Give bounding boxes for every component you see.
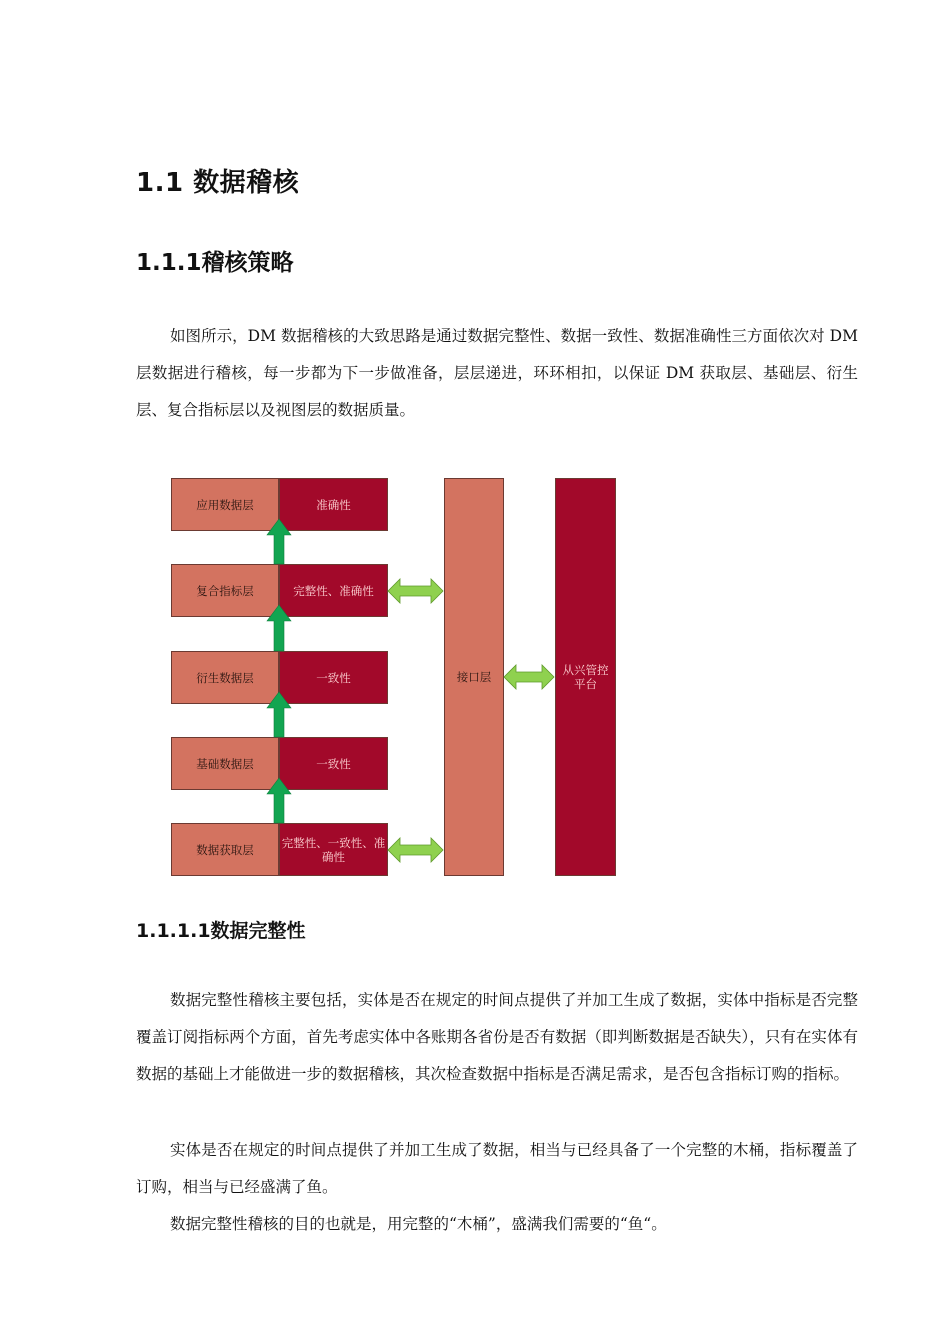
- section-heading-1-1-1: 1.1.1稽核策略: [136, 250, 294, 276]
- double-arrow-icon: [504, 665, 554, 689]
- layer-box-acquisition: 数据获取层: [171, 823, 279, 876]
- layer-box-base: 基础数据层: [171, 737, 279, 790]
- section-heading-1-1: 1.1 数据稽核: [136, 168, 300, 198]
- platform-box: 从兴管控平台: [555, 478, 616, 876]
- check-box-base: 一致性: [279, 737, 388, 790]
- section-heading-1-1-1-1: 1.1.1.1数据完整性: [136, 920, 306, 942]
- up-arrow-icon: [267, 778, 291, 823]
- up-arrow-icon: [267, 519, 291, 564]
- double-arrow-icon: [388, 838, 443, 862]
- intro-paragraph: 如图所示，DM 数据稽核的大致思路是通过数据完整性、数据一致性、数据准确性三方面依次对 DM 层数据进行稽核，每一步都为下一步做准备，层层递进，环环相扣，以保证 DM 获取层、基础层、衍生层、复合指标层以及视图层的数据质量。: [136, 327, 858, 419]
- layer-box-application: 应用数据层: [171, 478, 279, 531]
- completeness-paragraph-2: 实体是否在规定的时间点提供了并加工生成了数据，相当与已经具备了一个完整的木桶，指标覆盖了订购，相当与已经盛满了鱼。: [136, 1141, 858, 1196]
- double-arrow-icon: [388, 579, 443, 603]
- up-arrow-icon: [267, 692, 291, 737]
- layer-box-derived: 衍生数据层: [171, 651, 279, 704]
- check-box-application: 准确性: [279, 478, 388, 531]
- completeness-paragraph-3: 数据完整性稽核的目的也就是，用完整的“木桶”，盛满我们需要的“鱼“。: [170, 1215, 667, 1233]
- interface-layer-box: 接口层: [444, 478, 504, 876]
- check-box-composite: 完整性、准确性: [279, 564, 388, 617]
- layer-box-composite: 复合指标层: [171, 564, 279, 617]
- completeness-paragraph-1: 数据完整性稽核主要包括，实体是否在规定的时间点提供了并加工生成了数据，实体中指标是否完整覆盖订阅指标两个方面，首先考虑实体中各账期各省份是否有数据（即判断数据是否缺失），只有在实体有数据的基础上才能做进一步的数据稽核，其次检查数据中指标是否满足需求，是否包含指标订购的指标。: [136, 991, 858, 1083]
- up-arrow-icon: [267, 605, 291, 651]
- check-box-acquisition: 完整性、一致性、准确性: [279, 823, 388, 876]
- check-box-derived: 一致性: [279, 651, 388, 704]
